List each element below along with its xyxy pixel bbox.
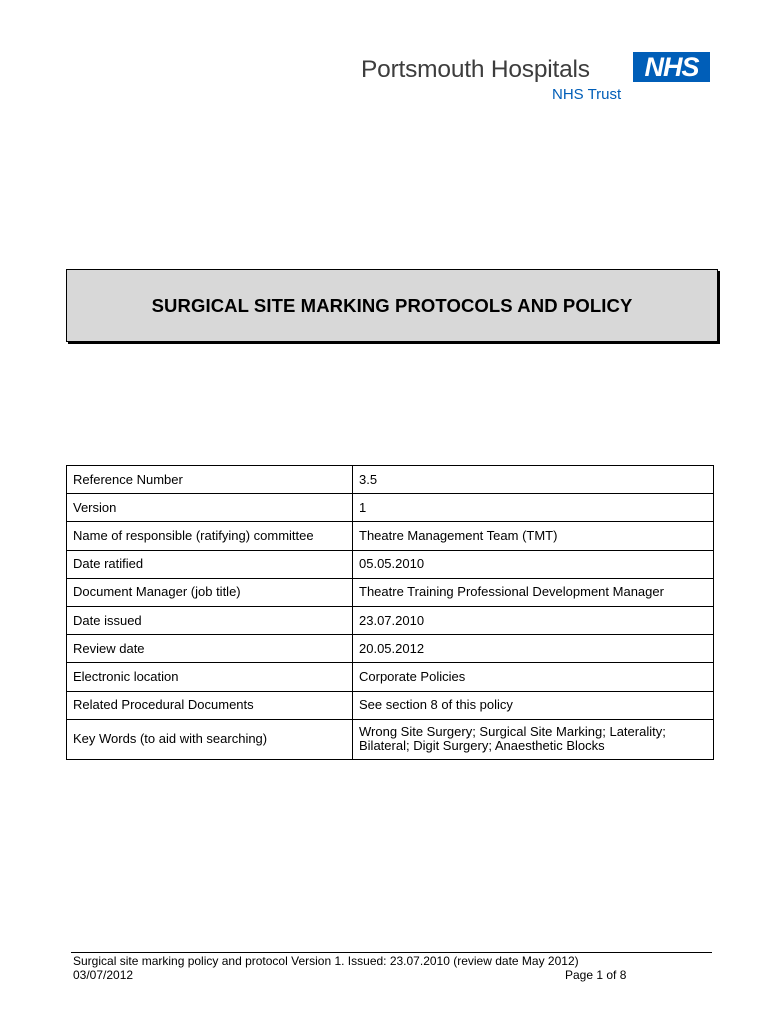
- footer-divider: [71, 952, 712, 953]
- row-value: Corporate Policies: [353, 663, 714, 691]
- row-label: Document Manager (job title): [67, 578, 353, 606]
- row-value: 3.5: [353, 466, 714, 494]
- document-title: SURGICAL SITE MARKING PROTOCOLS AND POLICY: [151, 294, 633, 316]
- row-label: Reference Number: [67, 466, 353, 494]
- row-label: Related Procedural Documents: [67, 691, 353, 719]
- table-row: [67, 606, 714, 634]
- org-header: [340, 52, 712, 104]
- table-row: [67, 578, 714, 606]
- row-value: Theatre Management Team (TMT): [353, 522, 714, 550]
- row-label: Name of responsible (ratifying) committee: [67, 522, 353, 550]
- row-value: 05.05.2010: [353, 550, 714, 578]
- row-label: Date issued: [67, 606, 353, 634]
- footer-date: 03/07/2012: [73, 968, 134, 982]
- row-label: Electronic location: [67, 663, 353, 691]
- row-value: Theatre Training Professional Development Manager: [353, 578, 714, 606]
- row-label: Date ratified: [67, 550, 353, 578]
- nhs-logo: NHS: [633, 52, 710, 82]
- footer-page-number: Page 1 of 8: [565, 968, 627, 982]
- row-value: 23.07.2010: [353, 606, 714, 634]
- table-row: [67, 691, 714, 719]
- table-row: [67, 466, 714, 494]
- table-row: [67, 550, 714, 578]
- table-row: [67, 663, 714, 691]
- footer-document-info: Surgical site marking policy and protocol Version 1. Issued: 23.07.2010 (review date May 2012): [73, 954, 579, 968]
- row-value: Wrong Site Surgery; Surgical Site Marking; Laterality; Bilateral; Digit Surgery; Anaesthetic Blocks: [353, 719, 714, 759]
- row-label: Key Words (to aid with searching): [67, 719, 353, 759]
- row-label: Review date: [67, 635, 353, 663]
- row-value: 1: [353, 494, 714, 522]
- row-value: 20.05.2012: [353, 635, 714, 663]
- table-row: [67, 635, 714, 663]
- title-box: [66, 269, 718, 342]
- row-value: See section 8 of this policy: [353, 691, 714, 719]
- table-row: [67, 494, 714, 522]
- table-row: [67, 719, 714, 759]
- org-subtitle: NHS Trust: [552, 86, 622, 103]
- row-label: Version: [67, 494, 353, 522]
- table-row: [67, 522, 714, 550]
- org-name: Portsmouth Hospitals: [361, 56, 590, 83]
- document-info-table: [66, 465, 714, 760]
